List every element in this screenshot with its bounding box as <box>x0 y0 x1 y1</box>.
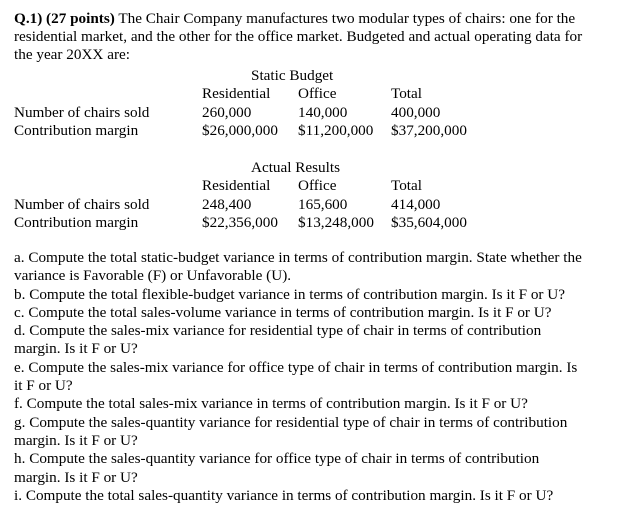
intro-line-3: the year 20XX are: <box>14 46 130 63</box>
static-budget-cell: $11,200,000 <box>298 122 374 139</box>
question-line: variance is Favorable (F) or Unfavorable (U). <box>14 267 292 285</box>
static-budget-row-label: Number of chairs sold <box>14 104 150 121</box>
question-line: h. Compute the sales-quantity variance for office type of chair in terms of contribution <box>14 450 540 468</box>
static-budget-cell: 260,000 <box>202 104 252 121</box>
intro-line-1 <box>14 10 618 28</box>
question-line: a. Compute the total static-budget variance in terms of contribution margin. State whether the <box>14 249 582 266</box>
static-budget-title: Static Budget <box>251 67 334 84</box>
static-budget-header-office: Office <box>298 85 337 102</box>
actual-results-cell: 248,400 <box>202 196 252 213</box>
actual-results-cell: $22,356,000 <box>202 214 278 231</box>
question-line: margin. Is it F or U? <box>14 340 138 358</box>
actual-results-cell: 414,000 <box>391 196 441 213</box>
question-line: margin. Is it F or U? <box>14 468 138 486</box>
question-label: Q.1) (27 points) <box>14 10 115 27</box>
question-intro <box>14 10 618 64</box>
intro-line-2: residential market, and the other for the office market. Budgeted and actual operating data for <box>14 28 583 45</box>
actual-results-title: Actual Results <box>251 159 341 176</box>
static-budget-cell: $37,200,000 <box>391 122 467 139</box>
intro-text-1: The Chair Company manufactures two modular types of chairs: one for the <box>114 10 576 27</box>
static-budget-cell: 140,000 <box>298 104 348 121</box>
actual-results-row-label: Contribution margin <box>14 214 139 231</box>
static-budget-header-residential: Residential <box>202 85 271 102</box>
actual-results-header-office: Office <box>298 177 337 194</box>
question-line: g. Compute the sales-quantity variance for residential type of chair in terms of contribution <box>14 413 568 431</box>
question-line: f. Compute the total sales-mix variance in terms of contribution margin. Is it F or U? <box>14 395 528 413</box>
question-line: margin. Is it F or U? <box>14 431 138 449</box>
question-line: c. Compute the total sales-volume variance in terms of contribution margin. Is it F or U? <box>14 303 552 321</box>
question-line: e. Compute the sales-mix variance for office type of chair in terms of contribution margin. Is <box>14 358 578 376</box>
question-line: d. Compute the sales-mix variance for residential type of chair in terms of contribution <box>14 322 542 340</box>
static-budget-cell: $26,000,000 <box>202 122 278 139</box>
static-budget-row-label: Contribution margin <box>14 122 139 139</box>
static-budget-cell: 400,000 <box>391 104 441 121</box>
question-line: it F or U? <box>14 377 73 395</box>
question-line: i. Compute the total sales-quantity variance in terms of contribution margin. Is it F or U? <box>14 486 554 504</box>
question-line: b. Compute the total flexible-budget variance in terms of contribution margin. Is it F or U? <box>14 285 565 303</box>
actual-results-header-total: Total <box>391 177 422 194</box>
actual-results-cell: $35,604,000 <box>391 214 467 231</box>
actual-results-header-residential: Residential <box>202 177 271 194</box>
actual-results-row-label: Number of chairs sold <box>14 196 150 213</box>
question-list <box>14 249 618 505</box>
actual-results-cell: 165,600 <box>298 196 348 213</box>
actual-results-cell: $13,248,000 <box>298 214 374 231</box>
static-budget-header-total: Total <box>391 85 422 102</box>
